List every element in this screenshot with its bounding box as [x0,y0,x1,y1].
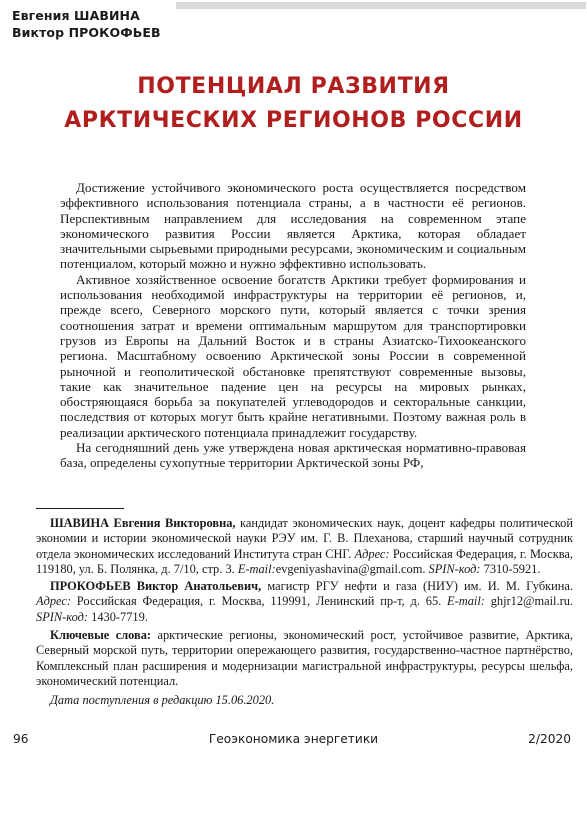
running-header [0,0,587,41]
body-paragraph: Активное хозяйственное освоение богатств Арктики требует формирования и использования необходимой инфраструктуры на территории её регионов, и, прежде всего, Северного морского пути, который является с точки зрения соотношения затрат и времени оптимальным маршрутом для транспортировки грузов из Европы на Дальний Восток и в страны Азиатско-Тихоокеанского региона. Масштабному освоению Арктической зоны России в современной рыночной и геополитической обстановке препятствуют современные вызовы, такие как значительное падение цен на ресурсы на мировых рынках, обостряющаяся борьба за покупателей углеводородов и секторальные санкции, последствия от которых могут быть крайне негативными. Поэтому важная роль в реализации арктического потенциала принадлежит государству. [60,271,526,440]
spin-label: SPIN-код: [428,561,481,576]
header-gray-band [176,2,586,9]
address-label: Адрес: [36,594,71,609]
address-text: Российская Федерация, г. Москва, 119991, Ленинский пр-т, д. 65. [71,594,448,609]
author-note-name: ПРОКОФЬЕВ Виктор Анатольевич, [50,579,262,593]
article-title-line-2: АРКТИЧЕСКИХ РЕГИОНОВ РОССИИ [64,108,523,133]
author-note-text: кандидат экономических наук, доцент кафедры политической экономии и истории экономической науки РЭУ им. Г. В. Плеханова, старший научный сотрудник отдела экономических исследований Института стран СНГ. [36,516,574,561]
email-label: E-mail: [237,561,276,576]
author-note-2 [36,579,573,625]
received-date-text: Дата поступления в редакцию 15.06.2020. [50,693,275,707]
email-link[interactable]: evgeniyashavina@gmail.com. [275,561,429,576]
address-label: Адрес: [354,546,390,561]
email-link[interactable]: ghjr12@mail.ru. [484,594,574,609]
received-date [36,693,573,708]
issue-number: 2/2020 [528,732,571,746]
footnote-divider [36,508,124,509]
author-name-2: Виктор ПРОКОФЬЕВ [12,25,161,40]
keywords-label: Ключевые слова: [50,628,152,642]
author-name-1: Евгения ШАВИНА [12,8,140,23]
author-note-name: ШАВИНА Евгения Викторовна, [50,516,236,530]
author-note-1 [36,516,573,577]
address-text: Российская Федерация, г. Москва, 119180, ул. Б. Полянка, д. 7/10, стр. 3. [36,546,573,576]
keywords-text: арктические регионы, экономический рост, устойчивое развитие, Арктика, Северный морской путь, территории опережающего развития, государственно-частное партнёрство, Комплексный план расширения и модернизации магистральной инфраструктуры, ресурсы шельфа, экономический потенциал. [36,628,573,688]
email-label: E-mail: [447,594,485,609]
page-footer [0,732,587,750]
body-paragraph: Достижение устойчивого экономического роста осуществляется посредством эффективного использования потенциала страны, а в частности её регионов. Перспективным направлением для исследования на современном этапе экономического развития России является Арктика, которая обладает значительными сырьевыми природными ресурсами, экономическим и социальным потенциалом, который можно и нужно эффективно использовать. [60,180,526,272]
spin-label: SPIN-код: [36,609,89,624]
keywords [36,628,573,689]
journal-name: Геоэкономика энергетики [208,732,379,746]
spin-code: 7310-5921. [480,561,541,576]
article-body [60,180,526,471]
page-number: 96 [13,732,29,746]
article-title-line-1: ПОТЕНЦИАЛ РАЗВИТИЯ [137,74,450,99]
body-paragraph: На сегодняшний день уже утверждена новая арктическая нормативно-правовая база, определены сухопутные территории Арктической зоны РФ, [60,440,526,471]
author-note-text: магистр РГУ нефти и газа (НИУ) им. И. М. Губкина. [261,579,573,593]
spin-code: 1430-7719. [88,609,148,624]
